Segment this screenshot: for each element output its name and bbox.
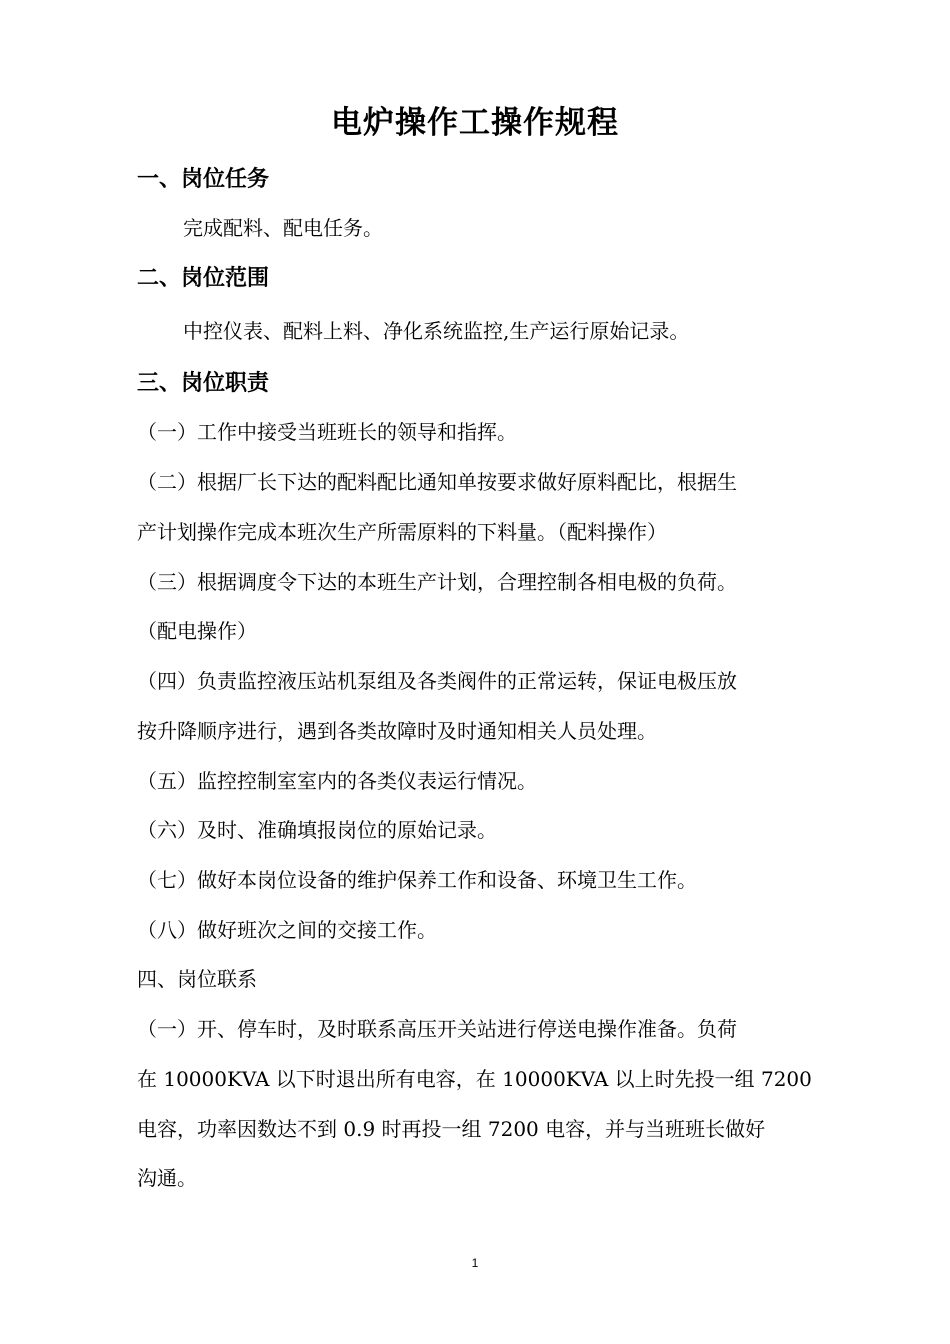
contact-item-1-line-1: （一）开、停车时，及时联系高压开关站进行停送电操作准备。负荷	[137, 1017, 737, 1041]
duty-item-2-line-2: 产计划操作完成本班次生产所需原料的下料量。（配料操作）	[137, 520, 667, 544]
duty-item-5: （五）监控控制室室内的各类仪表运行情况。	[137, 769, 537, 793]
duty-item-4-line-2: 按升降顺序进行，遇到各类故障时及时通知相关人员处理。	[137, 719, 657, 743]
section-heading-duties: 三、岗位职责	[137, 371, 270, 396]
section-heading-contacts: 四、岗位联系	[137, 967, 257, 991]
duty-item-1: （一）工作中接受当班班长的领导和指挥。	[137, 420, 517, 444]
page-number: 1	[471, 1256, 479, 1270]
section-text-scope: 中控仪表、配料上料、净化系统监控,生产运行原始记录。	[183, 319, 690, 343]
duty-item-3-line-2: （配电操作）	[137, 619, 257, 643]
section-heading-scope: 二、岗位范围	[137, 266, 270, 291]
section-heading-task: 一、岗位任务	[137, 167, 270, 192]
contact-item-1-line-2: 在 10000KVA 以下时退出所有电容，在 10000KVA 以上时先投一组 7200	[137, 1067, 812, 1091]
contact-item-1-line-4: 沟通。	[137, 1166, 197, 1190]
document-title: 电炉操作工操作规程	[331, 105, 619, 141]
section-text-task: 完成配料、配电任务。	[183, 216, 383, 240]
duty-item-6: （六）及时、准确填报岗位的原始记录。	[137, 818, 497, 842]
duty-item-4-line-1: （四）负责监控液压站机泵组及各类阀件的正常运转，保证电极压放	[137, 669, 737, 693]
contact-item-1-line-3: 电容，功率因数达不到 0.9 时再投一组 7200 电容，并与当班班长做好	[137, 1117, 766, 1141]
duty-item-8: （八）做好班次之间的交接工作。	[137, 918, 437, 942]
duty-item-3-line-1: （三）根据调度令下达的本班生产计划，合理控制各相电极的负荷。	[137, 570, 737, 594]
duty-item-2-line-1: （二）根据厂长下达的配料配比通知单按要求做好原料配比，根据生	[137, 470, 737, 494]
duty-item-7: （七）做好本岗位设备的维护保养工作和设备、环境卫生工作。	[137, 868, 697, 892]
